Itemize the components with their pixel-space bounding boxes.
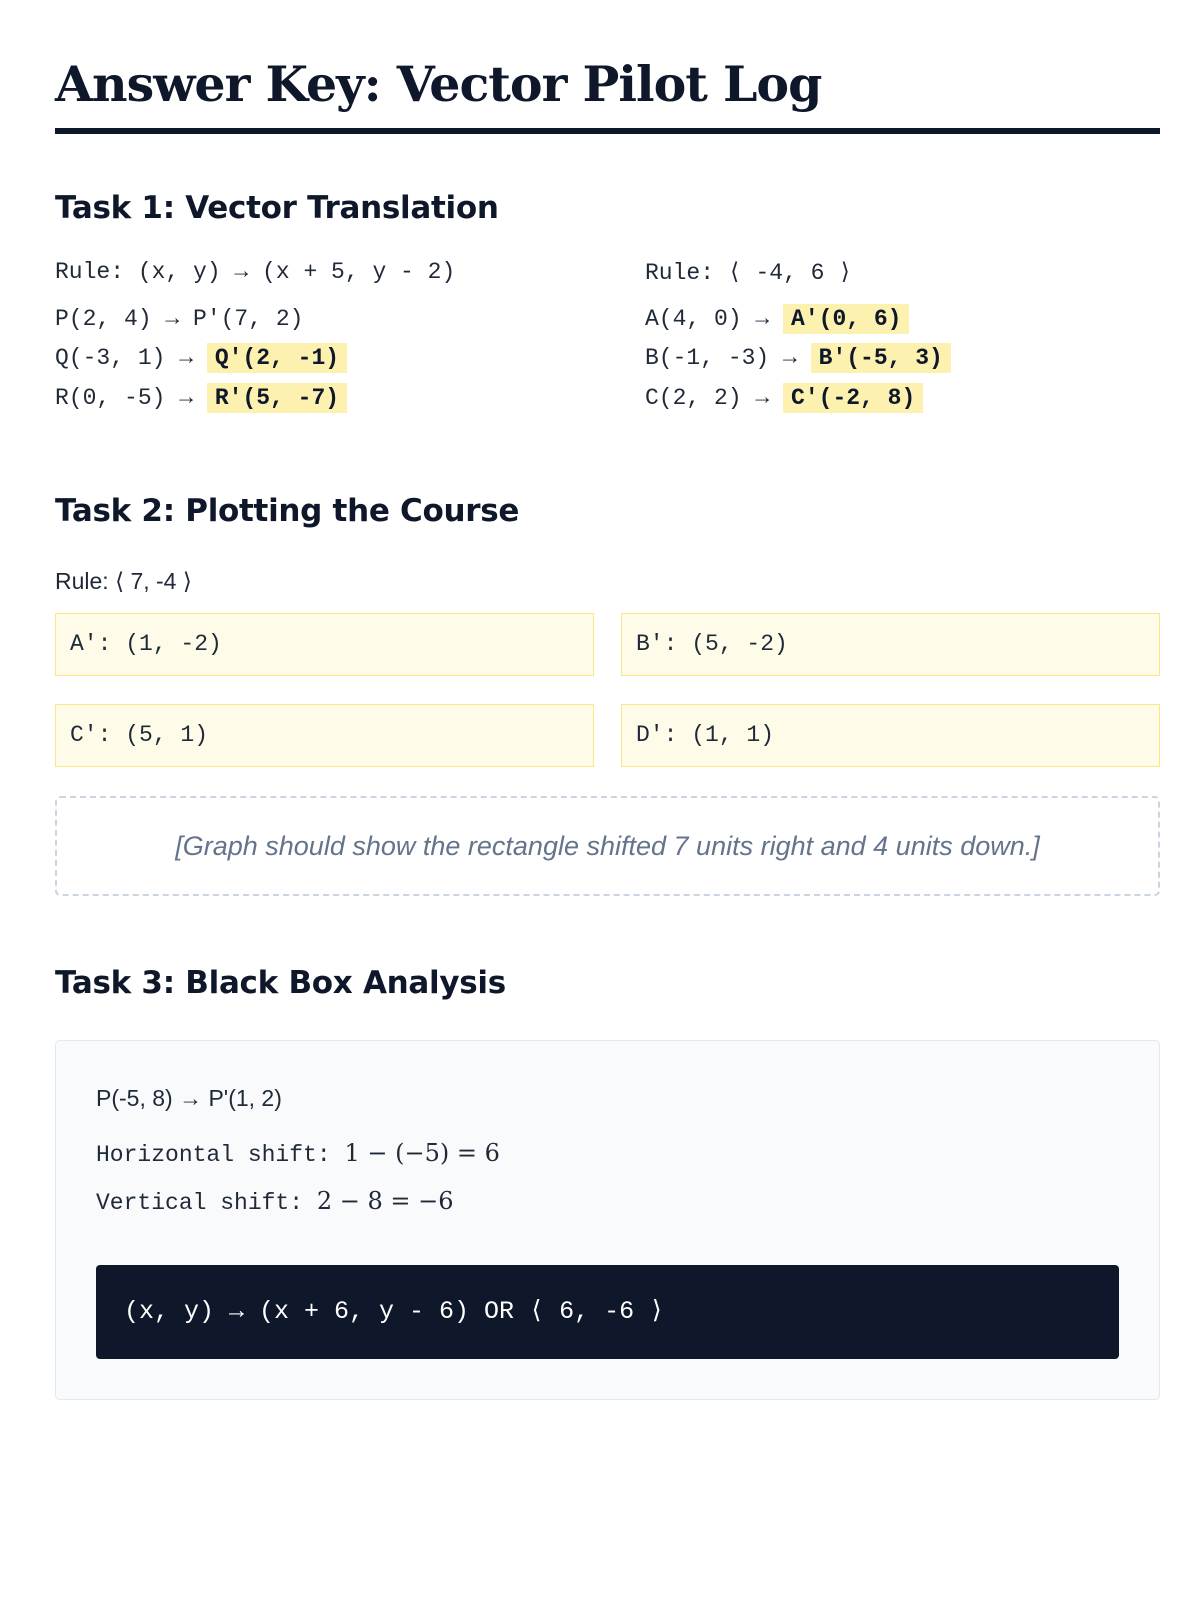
answer-highlight: C'(-2, 8) xyxy=(783,383,923,413)
task1-right-row-3 xyxy=(645,385,923,411)
answer-highlight: A'(0, 6) xyxy=(783,304,909,334)
task1-left-row-3 xyxy=(55,385,347,411)
task2-title: Task 2: Plotting the Course xyxy=(55,493,520,529)
task1-title: Task 1: Vector Translation xyxy=(55,190,499,226)
task2-rule: Rule: ⟨ 7, -4 ⟩ xyxy=(55,568,192,594)
row-text: C(2, 2) → xyxy=(645,385,784,411)
horizontal-shift xyxy=(96,1139,500,1168)
coord-box-c: C': (5, 1) xyxy=(55,704,594,767)
coord-box-d: D': (1, 1) xyxy=(621,704,1160,767)
row-text: Q(-3, 1) → xyxy=(55,345,207,371)
row-text: P(2, 4) → P'(7, 2) xyxy=(55,306,304,332)
task1-left-rule: Rule: (x, y) → (x + 5, y - 2) xyxy=(55,259,456,285)
task3-title: Task 3: Black Box Analysis xyxy=(55,965,506,1001)
answer-highlight: B'(-5, 3) xyxy=(811,343,951,373)
final-rule-result: (x, y) → (x + 6, y - 6) OR ⟨ 6, -6 ⟩ xyxy=(96,1265,1119,1359)
page-title: Answer Key: Vector Pilot Log xyxy=(55,55,822,113)
task1-right-row-2 xyxy=(645,345,951,371)
horizontal-shift-math: 1 − (−5) = 6 xyxy=(344,1139,500,1167)
title-divider xyxy=(55,128,1160,134)
graph-placeholder-note: [Graph should show the rectangle shifted 7 units right and 4 units down.] xyxy=(55,796,1160,896)
analysis-panel xyxy=(55,1040,1160,1400)
coord-box-b: B': (5, -2) xyxy=(621,613,1160,676)
given-mapping: P(-5, 8) → P'(1, 2) xyxy=(96,1085,282,1111)
vertical-shift-math: 2 − 8 = −6 xyxy=(316,1187,454,1215)
row-text: R(0, -5) → xyxy=(55,385,207,411)
task1-left-row-1 xyxy=(55,306,303,332)
vertical-shift-label: Vertical shift: xyxy=(96,1190,317,1216)
horizontal-shift-label: Horizontal shift: xyxy=(96,1142,345,1168)
row-text: B(-1, -3) → xyxy=(645,345,811,371)
row-text: A(4, 0) → xyxy=(645,306,784,332)
answer-highlight: R'(5, -7) xyxy=(207,383,347,413)
task1-left-row-2 xyxy=(55,345,347,371)
task1-right-rule: Rule: ⟨ -4, 6 ⟩ xyxy=(645,260,853,286)
vertical-shift xyxy=(96,1187,454,1216)
task1-right-row-1 xyxy=(645,306,909,332)
answer-highlight: Q'(2, -1) xyxy=(207,343,347,373)
coord-box-a: A': (1, -2) xyxy=(55,613,594,676)
